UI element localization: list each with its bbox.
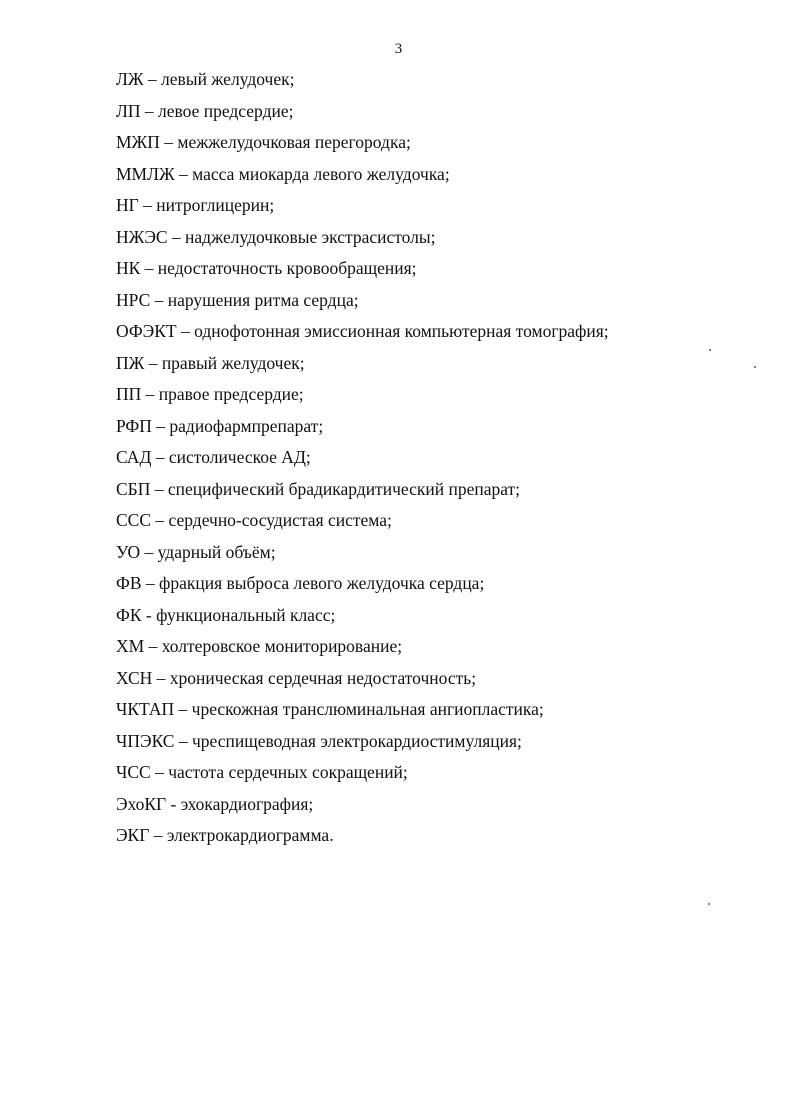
abbreviation-item: НЖЭС – наджелудочковые экстрасистолы; [116,226,436,247]
abbreviation-item: ХМ – холтеровское мониторирование; [116,636,403,656]
abbreviation-item: ЭКГ – электрокардиограмма. [116,825,334,845]
abbreviation-list [116,64,756,852]
abbreviation-item: ММЛЖ – масса миокарда левого желудочка; [116,163,450,184]
abbreviation-item: ССС – сердечно-сосудистая система; [116,510,392,530]
abbreviation-item: ЛЖ – левый желудочек; [116,69,295,89]
abbreviation-item: ЧКТАП – чрескожная транслюминальная ангиопластика; [116,699,544,719]
abbreviation-item: УО – ударный объём; [116,541,276,562]
page-number: 3 [394,41,403,57]
scan-speck [754,366,756,368]
abbreviation-item: НГ – нитроглицерин; [116,195,275,215]
abbreviation-item: НК – недостаточность кровообращения; [116,258,417,278]
abbreviation-item: ФВ – фракция выброса левого желудочка сердца; [116,573,485,593]
abbreviation-item: ЭхоКГ - эхокардиография; [116,793,314,814]
abbreviation-item: ЧСС – частота сердечных сокращений; [116,762,408,782]
abbreviation-item: МЖП – межжелудочковая перегородка; [116,132,411,152]
scan-speck [708,903,710,905]
abbreviation-item: СБП – специфический брадикардитический препарат; [116,478,521,499]
scan-speck [709,349,711,351]
abbreviation-item: РФП – радиофармпрепарат; [116,415,324,436]
abbreviation-item: ОФЭКТ – однофотонная эмиссионная компьютерная томография; [116,321,609,341]
abbreviation-item: ПЖ – правый желудочек; [116,352,305,373]
abbreviation-item: САД – систолическое АД; [116,447,311,467]
abbreviation-item: ПП – правое предсердие; [116,384,304,404]
abbreviation-item: НРС – нарушения ритма сердца; [116,289,359,310]
abbreviation-item: ФК - функциональный класс; [116,604,336,625]
abbreviation-item: ЛП – левое предсердие; [116,100,294,121]
abbreviation-item: ЧПЭКС – чреспищеводная электрокардиостимуляция; [116,730,522,751]
abbreviation-item: ХСН – хроническая сердечная недостаточность; [116,667,477,688]
